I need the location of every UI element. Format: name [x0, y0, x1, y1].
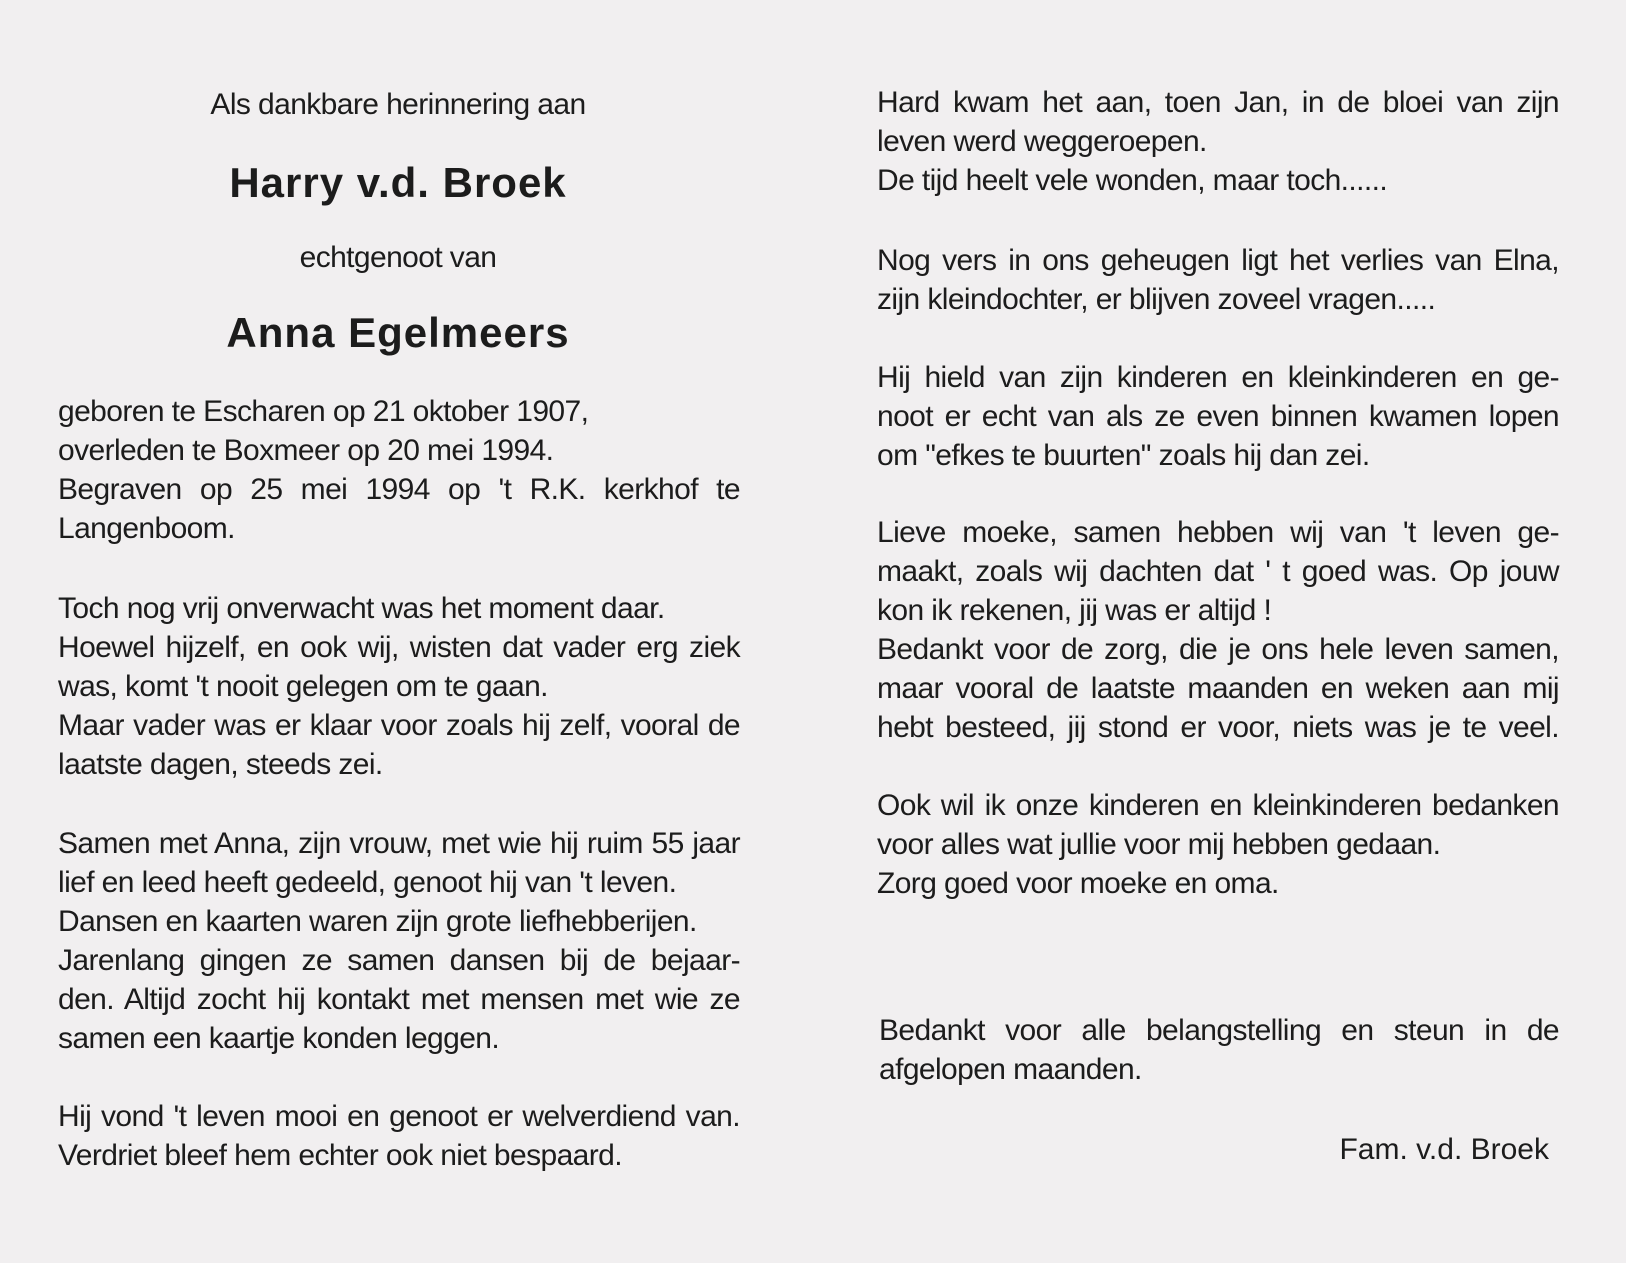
deceased-name: Harry v.d. Broek	[229, 159, 567, 206]
spouse-intro: echtgenoot van	[299, 241, 497, 274]
left-p1-line: Begraven op 25 mei 1994 op 't R.K. kerkhof te	[58, 473, 740, 506]
right-p1-line: Hard kwam het aan, toen Jan, in de bloei van zijn	[877, 86, 1559, 119]
right-p4-line: Bedankt voor de zorg, die je ons hele leven samen,	[877, 633, 1559, 666]
right-p1-line: leven werd weggeroepen.	[877, 125, 1207, 158]
left-p1-line: overleden te Boxmeer op 20 mei 1994.	[58, 434, 554, 467]
signature: Fam. v.d. Broek	[1339, 1133, 1549, 1166]
left-p3-line: den. Altijd zocht hij kontakt met mensen met wie ze	[58, 983, 740, 1016]
intro-text: Als dankbare herinnering aan	[210, 88, 586, 121]
right-p3-line: noot er echt van als ze even binnen kwamen lopen	[877, 400, 1559, 433]
right-p4-line: maakt, zoals wij dachten dat ' t goed was. Op jouw	[877, 555, 1559, 588]
left-p3-line: Jarenlang gingen ze samen dansen bij de bejaar-	[58, 944, 740, 977]
right-p2-line: Nog vers in ons geheugen ligt het verlies van Elna,	[877, 244, 1559, 277]
left-p1-line: geboren te Escharen op 21 oktober 1907,	[58, 395, 589, 428]
right-p4-line: kon ik rekenen, jij was er altijd !	[877, 594, 1272, 627]
right-p4-line: Lieve moeke, samen hebben wij van 't leven ge-	[877, 516, 1559, 549]
left-p2-line: laatste dagen, steeds zei.	[58, 748, 383, 781]
right-p4-line: hebt besteed, jij stond er voor, niets was je te veel.	[877, 711, 1559, 744]
left-p3-line: lief en leed heeft gedeeld, genoot hij van 't leven.	[58, 866, 677, 899]
left-p2-line: Hoewel hijzelf, en ook wij, wisten dat vader erg ziek	[58, 631, 740, 664]
thanks-line: Bedankt voor alle belangstelling en steun in de	[879, 1014, 1559, 1047]
right-p4-line: maar vooral de laatste maanden en weken aan mij	[877, 672, 1559, 705]
thanks-line: afgelopen maanden.	[879, 1053, 1142, 1086]
left-p1-line: Langenboom.	[58, 512, 235, 545]
right-p3-line: om "efkes te buurten" zoals hij dan zei.	[877, 439, 1370, 472]
left-p3-line: samen een kaartje konden leggen.	[58, 1022, 500, 1055]
right-p2-line: zijn kleindochter, er blijven zoveel vragen.....	[877, 283, 1436, 316]
left-p3-line: Dansen en kaarten waren zijn grote liefhebberijen.	[58, 905, 697, 938]
left-p2-line: Maar vader was er klaar voor zoals hij zelf, vooral de	[58, 709, 740, 742]
right-p5-line: voor alles wat jullie voor mij hebben gedaan.	[877, 828, 1441, 861]
right-p1-line: De tijd heelt vele wonden, maar toch......	[877, 164, 1388, 197]
left-p2-line: was, komt 't nooit gelegen om te gaan.	[58, 670, 548, 703]
left-p2-line: Toch nog vrij onverwacht was het moment daar.	[58, 592, 665, 625]
right-p3-line: Hij hield van zijn kinderen en kleinkinderen en ge-	[877, 361, 1559, 394]
left-p4-line: Verdriet bleef hem echter ook niet bespaard.	[58, 1139, 622, 1172]
left-p3-line: Samen met Anna, zijn vrouw, met wie hij ruim 55 jaar	[58, 827, 740, 860]
right-p5-line: Zorg goed voor moeke en oma.	[877, 867, 1279, 900]
left-p4-line: Hij vond 't leven mooi en genoot er welverdiend van.	[58, 1100, 740, 1133]
right-p5-line: Ook wil ik onze kinderen en kleinkinderen bedanken	[877, 789, 1559, 822]
spouse-name: Anna Egelmeers	[226, 309, 570, 356]
